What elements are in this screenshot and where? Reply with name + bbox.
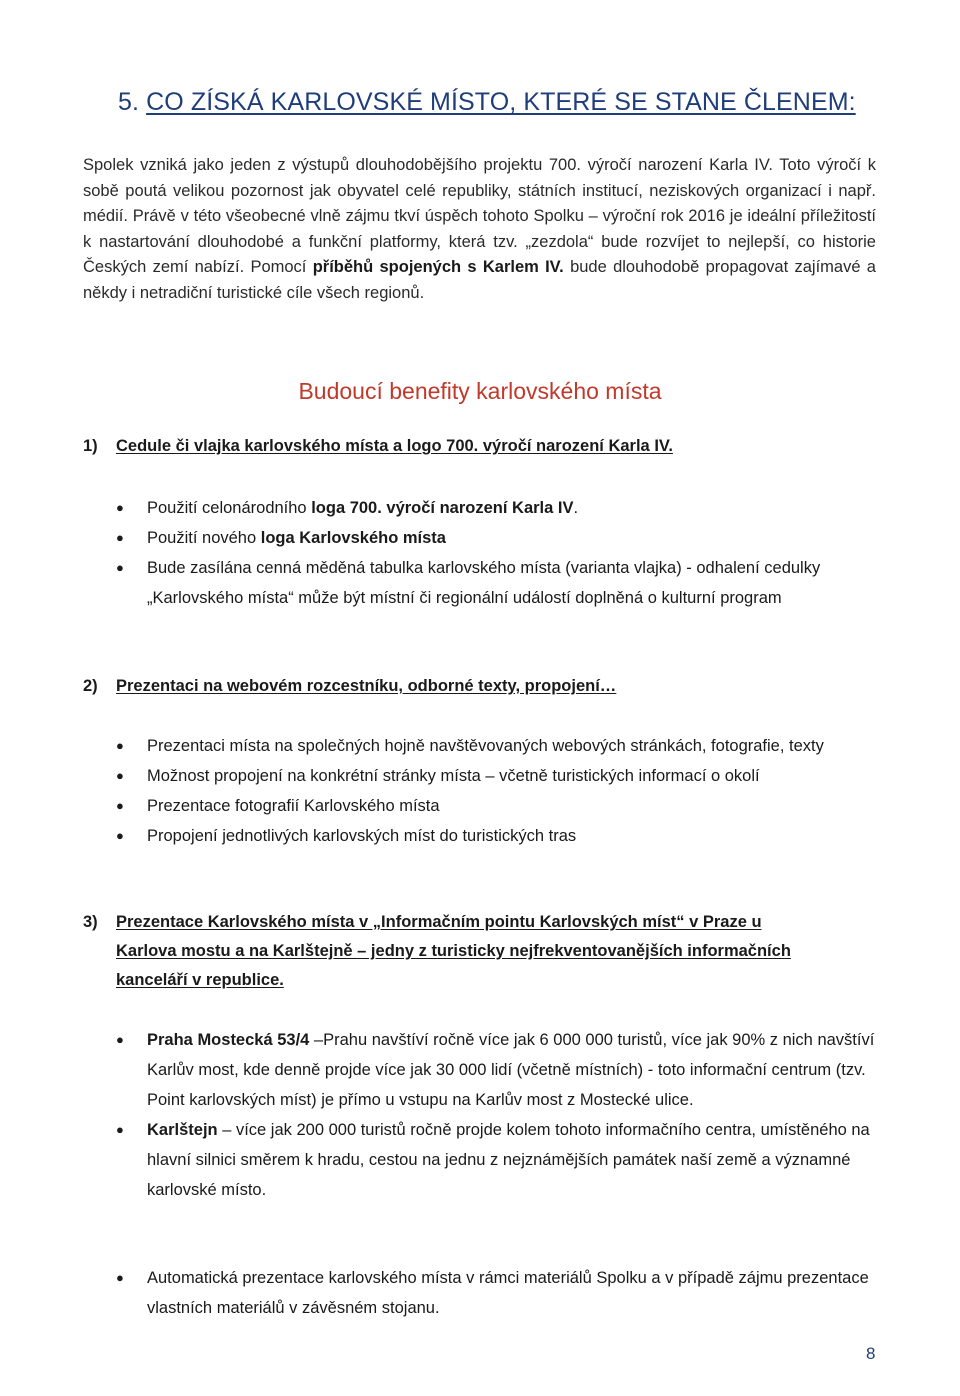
section-1-title <box>83 432 673 461</box>
intro-text-2: bude dlouhodobě propagovat zajímavé a někdy i netradiční turistické cíle všech regionů. <box>83 258 876 302</box>
section-2-list <box>108 731 878 851</box>
section-2-title-text: Prezentaci na webovém rozcestníku, odborné texty, propojení… <box>116 677 617 695</box>
intro-paragraph <box>83 153 876 306</box>
bullet-icon: ● <box>116 530 124 545</box>
list-item: ● Praha Mostecká 53/4 –Prahu navštíví ročně více jak 6 000 000 turistů, více jak 90% z nich navštíví Karlův most, kde denně projde více jak 30 000 lidí (včetně místních) - toto informační centrum (tzv. Point karlovských míst) je přímo u vstupu na Karlův most z Mostecké ulice. <box>108 1025 878 1115</box>
section-heading <box>118 88 856 117</box>
section-3-list-extra <box>108 1263 878 1323</box>
bullet-icon: ● <box>116 500 124 515</box>
list-item: ● Bude zasílána cenná měděná tabulka karlovského místa (varianta vlajka) - odhalení cedulky „Karlovského místa“ může být místní či regionální událostí doplněná o kulturní program <box>108 553 878 613</box>
intro-text-1: Spolek vzniká jako jeden z výstupů dlouhodobějšího projektu 700. výročí narození Karla IV. Toto výročí k sobě poutá velikou pozornost jak obyvatel celé republiky, státních institucí, neziskových organizací i např. médií. Právě v této všeobecné vlně zájmu tkví úspěch tohoto Spolku – výroční rok 2016 je ideální příležitostí k nastartování dlouhodobé a funkční platformy, která tzv. „zezdola“ bude rozvíjet to nejlepší, co historie Českých zemí nabízí. Pomocí <box>83 156 876 276</box>
benefits-subtitle: Budoucí benefity karlovského místa <box>298 378 662 404</box>
list-item: ● Možnost propojení na konkrétní stránky místa – včetně turistických informací o okolí <box>108 761 878 791</box>
intro-bold: příběhů spojených s Karlem IV. <box>312 258 564 276</box>
bullet-icon: ● <box>116 560 124 575</box>
section-1-number: 1) <box>83 437 98 455</box>
bullet-icon: ● <box>116 798 124 813</box>
section-3-title-line-3: kanceláří v republice. <box>116 971 284 989</box>
section-2-title <box>83 672 616 701</box>
section-3-title-line-1: Prezentace Karlovského místa v „Informačním pointu Karlovských míst“ v Praze u <box>116 913 762 931</box>
heading-text: CO ZÍSKÁ KARLOVSKÉ MÍSTO, KTERÉ SE STANE ČLENEM: <box>146 88 856 116</box>
bullet-icon: ● <box>116 1122 124 1137</box>
list-item: ● Prezentaci místa na společných hojně navštěvovaných webových stránkách, fotografie, texty <box>108 731 878 761</box>
bullet-icon: ● <box>116 768 124 783</box>
section-1-title-text: Cedule či vlajka karlovského místa a logo 700. výročí narození Karla IV. <box>116 437 673 455</box>
bullet-icon: ● <box>116 738 124 753</box>
section-3-list <box>108 1025 878 1205</box>
bullet-icon: ● <box>116 1270 124 1285</box>
heading-number: 5. <box>118 88 147 116</box>
page-number: 8 <box>866 1344 876 1363</box>
section-1-list <box>108 493 878 613</box>
list-item: ● Použití celonárodního loga 700. výročí narození Karla IV. <box>108 493 878 523</box>
section-2-number: 2) <box>83 677 98 695</box>
section-3-title <box>83 908 883 995</box>
list-item: ● Prezentace fotografií Karlovského místa <box>108 791 878 821</box>
bullet-icon: ● <box>116 828 124 843</box>
section-3-title-line-2: Karlova mostu a na Karlštejně – jedny z turisticky nejfrekventovanějších informačních <box>116 942 791 960</box>
bullet-icon: ● <box>116 1032 124 1047</box>
section-3-number: 3) <box>83 913 98 931</box>
list-item: ● Automatická prezentace karlovského místa v rámci materiálů Spolku a v případě zájmu prezentace vlastních materiálů v závěsném stojanu. <box>108 1263 878 1323</box>
list-item: ● Použití nového loga Karlovského místa <box>108 523 878 553</box>
list-item: ● Propojení jednotlivých karlovských míst do turistických tras <box>108 821 878 851</box>
list-item: ● Karlštejn – více jak 200 000 turistů ročně projde kolem tohoto informačního centra, umístěného na hlavní silnici směrem k hradu, cestou na jednu z nejznámějších památek naší země a významné karlovské místo. <box>108 1115 878 1205</box>
